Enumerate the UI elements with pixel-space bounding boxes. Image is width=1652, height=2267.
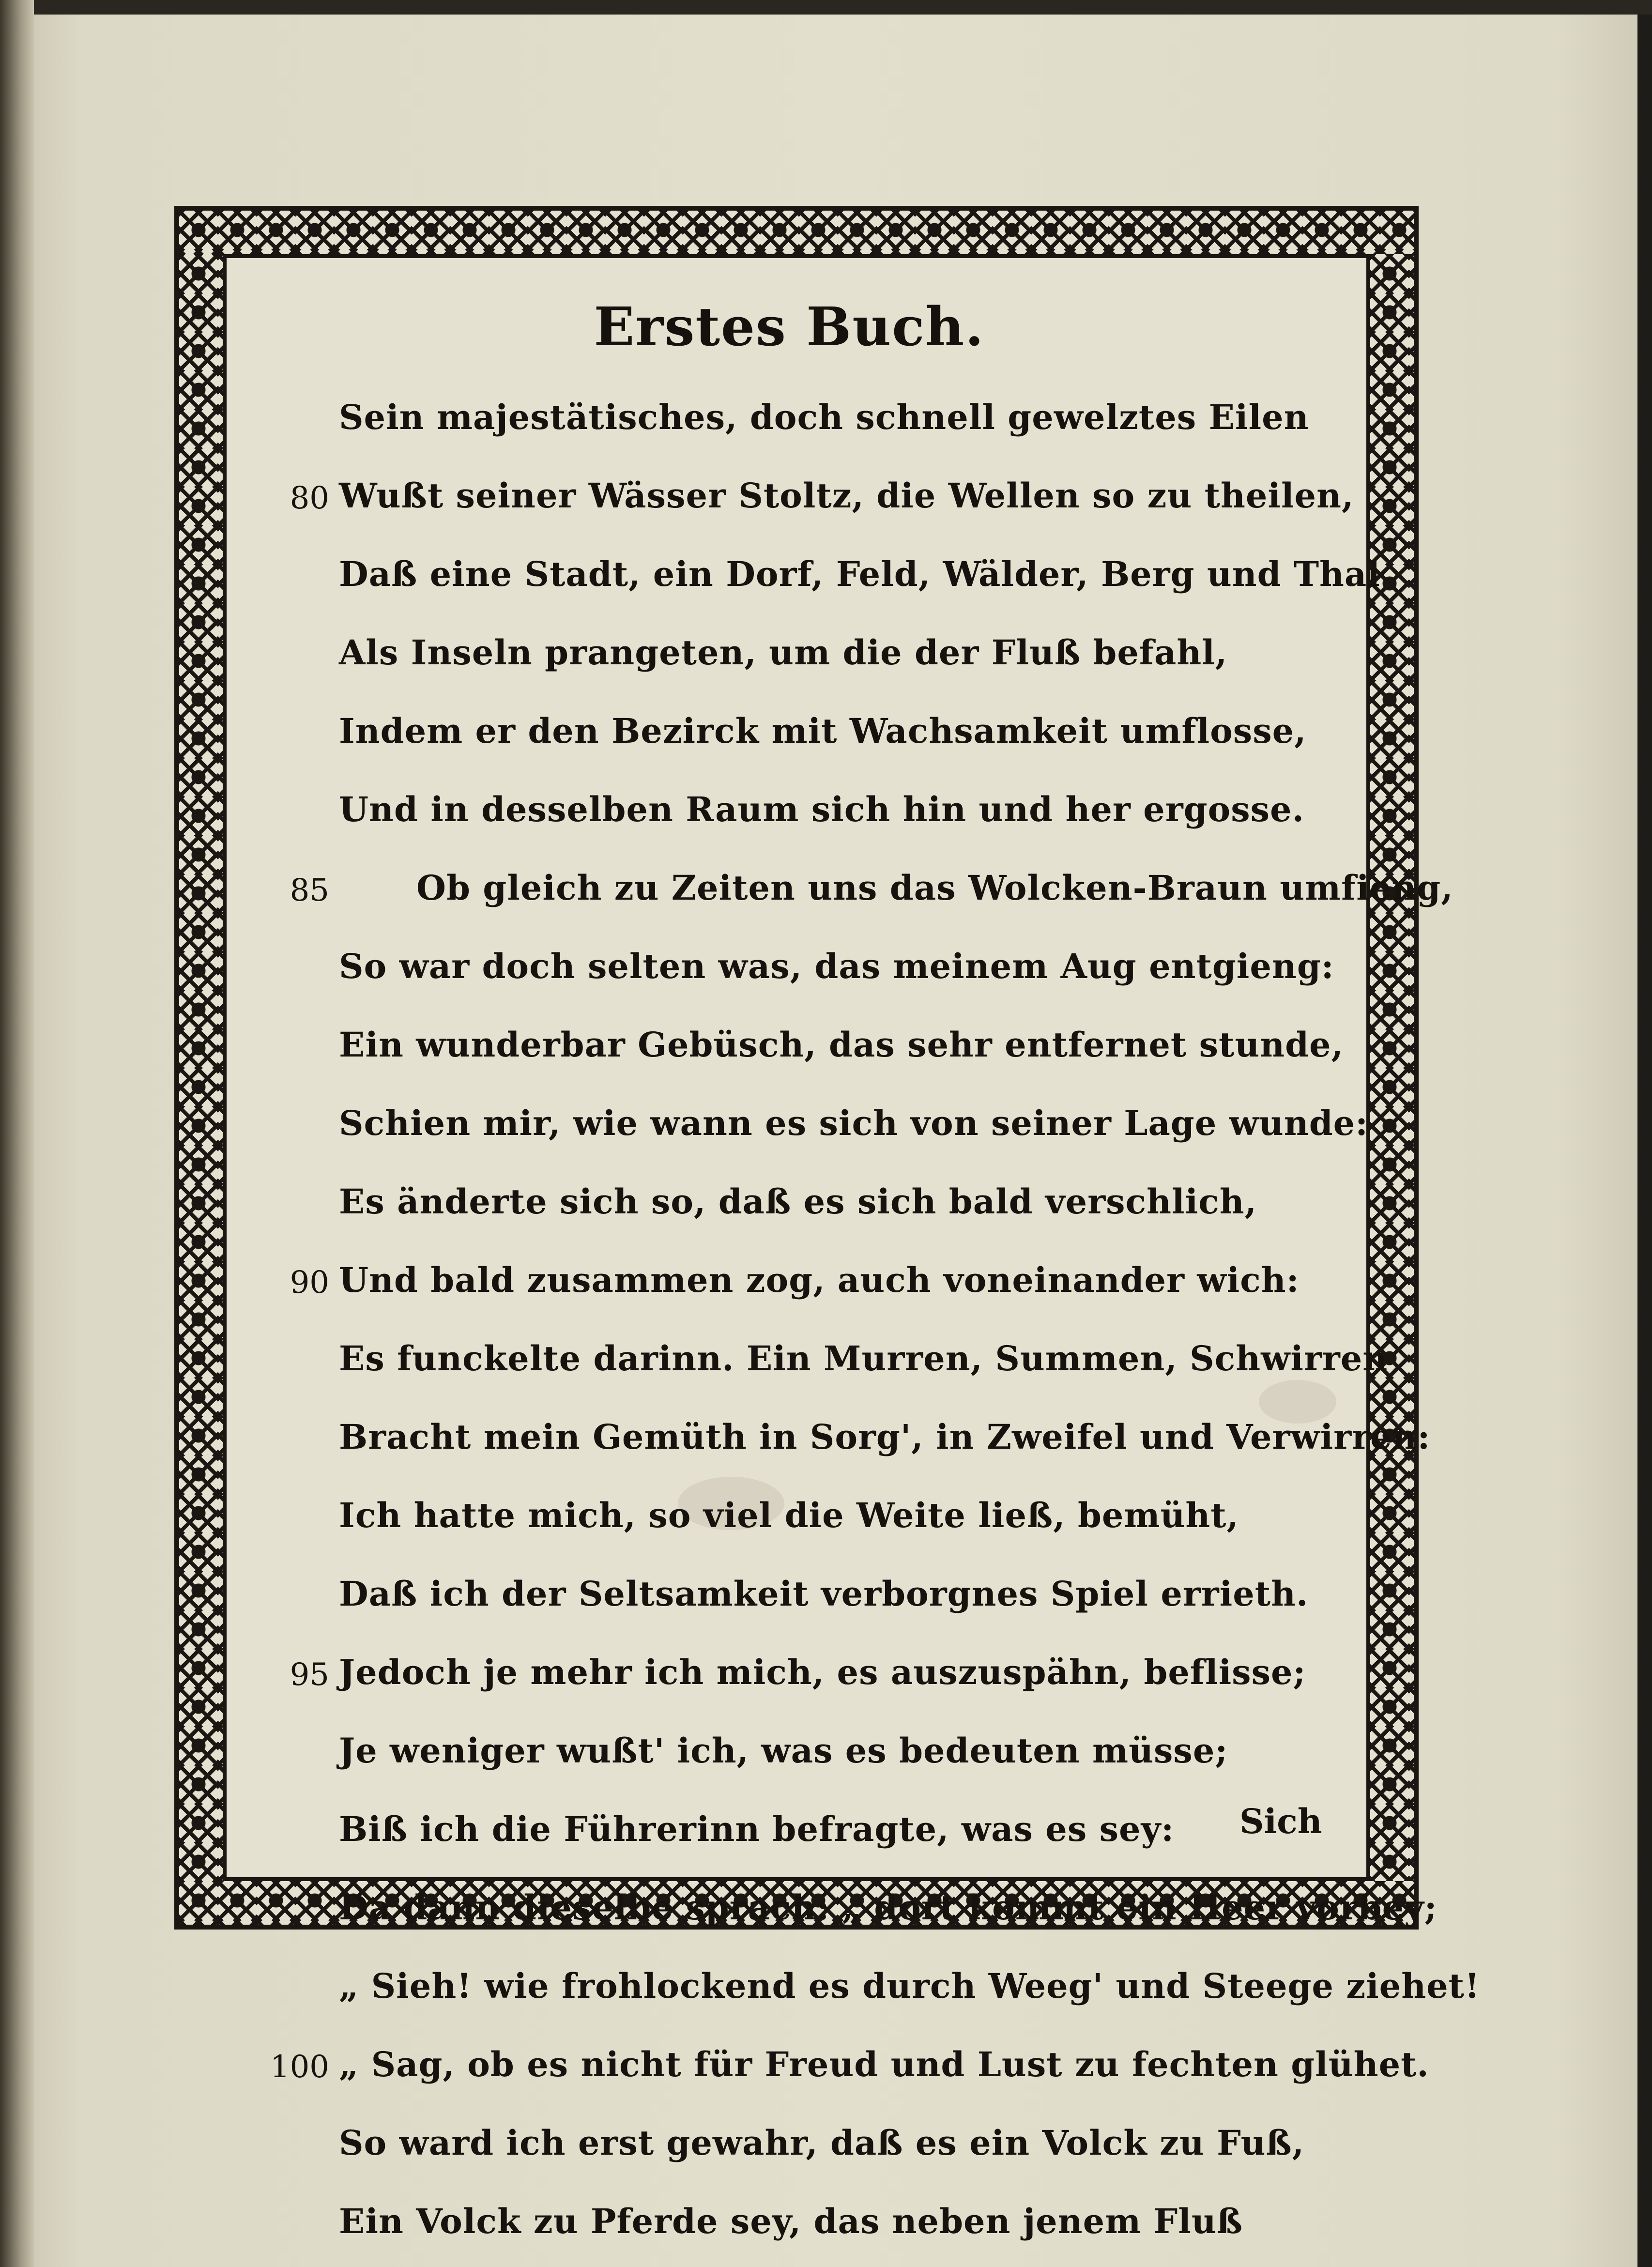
verse-text: Und bald zusammen zog, auch voneinander wich: [339, 1260, 1300, 1300]
verse-text: Als Inseln prangeten, um die der Fluß befahl, [339, 632, 1228, 673]
verse-list [261, 383, 1480, 2265]
verse-text: Da dann dieselbe sprach: „ dort kommt ein Heer vorbey; [339, 1887, 1438, 1928]
verse-text: Je weniger wußt' ich, was es bedeuten müsse; [339, 1731, 1228, 1771]
verse-text: Biß ich die Führerinn befragte, was es sey: [339, 1809, 1175, 1849]
verse-text: So ward ich erst gewahr, daß es ein Volck zu Fuß, [339, 2123, 1305, 2163]
verse-line [261, 696, 1375, 775]
verse-text: Ich hatte mich, so viel die Weite ließ, bemüht, [339, 1495, 1239, 1535]
catchword: Sich [1239, 1801, 1322, 1841]
verse-line [261, 2108, 1375, 2187]
verse-line [261, 1010, 1375, 1088]
verse-line [261, 1245, 1375, 1324]
verse-line [261, 1638, 1375, 1716]
verse-text: „ Sag, ob es nicht für Freud und Lust zu fechten glühet. [339, 2044, 1429, 2084]
verse-text: „ Sieh! wie frohlockend es durch Weeg' und Steege ziehet! [339, 1966, 1480, 2006]
book-spine-shadow [0, 0, 34, 2267]
verse-line [261, 461, 1375, 539]
verse-line [261, 539, 1380, 618]
scan-top-edge [0, 0, 1652, 15]
verse-text: Wußt seiner Wässer Stoltz, die Wellen so zu theilen, [339, 475, 1354, 516]
verse-text: Bracht mein Gemüth in Sorg', in Zweifel und Verwirren: [339, 1417, 1431, 1457]
verse-line [261, 853, 1453, 932]
verse-text: So war doch selten was, das meinem Aug entgieng: [339, 946, 1334, 986]
verse-text: Und in desselben Raum sich hin und her ergosse. [339, 789, 1304, 829]
verse-line [261, 1167, 1375, 1245]
verse-text: Daß ich der Seltsamkeit verborgnes Spiel errieth. [339, 1574, 1309, 1614]
verse-line [261, 1873, 1438, 1951]
verse-line [261, 618, 1375, 696]
verse-line [261, 2030, 1429, 2108]
page-heading: Erstes Buch. [594, 295, 985, 358]
verse-line [261, 1716, 1375, 1794]
line-number: 80 [290, 480, 329, 516]
verse-line [261, 1402, 1431, 1481]
verse-line [261, 775, 1375, 853]
line-number: 95 [290, 1657, 329, 1693]
line-number: 85 [290, 873, 329, 908]
verse-line [261, 1324, 1388, 1402]
verse-text: Schien mir, wie wann es sich von seiner Lage wunde: [339, 1103, 1369, 1143]
verse-text: Ein wunderbar Gebüsch, das sehr entfernet stunde, [339, 1025, 1344, 1065]
verse-line [261, 1088, 1375, 1167]
verse-line [261, 1481, 1375, 1559]
verse-line [261, 1951, 1480, 2030]
verse-text: Indem er den Bezirck mit Wachsamkeit umflosse, [339, 711, 1307, 751]
verse-line [261, 383, 1375, 461]
verse-line [261, 932, 1375, 1010]
verse-text: Es änderte sich so, daß es sich bald verschlich, [339, 1181, 1257, 1222]
line-number: 90 [290, 1265, 329, 1301]
verse-text: Jedoch je mehr ich mich, es auszuspähn, beflisse; [339, 1652, 1306, 1692]
verse-text: Sein majestätisches, doch schnell gewelztes Eilen [339, 397, 1309, 437]
verse-line [261, 1559, 1375, 1638]
line-number: 100 [270, 2049, 329, 2085]
verse-line [261, 2187, 1375, 2265]
verse-text: Daß eine Stadt, ein Dorf, Feld, Wälder, Berg und Thal [339, 554, 1380, 594]
verse-text: Ob gleich zu Zeiten uns das Wolcken-Braun umfieng, [416, 868, 1453, 908]
verse-text: Ein Volck zu Pferde sey, das neben jenem Fluß [339, 2201, 1243, 2241]
verse-line [261, 1794, 1375, 1873]
verse-text: Es funckelte darinn. Ein Murren, Summen, Schwirren [339, 1338, 1388, 1379]
